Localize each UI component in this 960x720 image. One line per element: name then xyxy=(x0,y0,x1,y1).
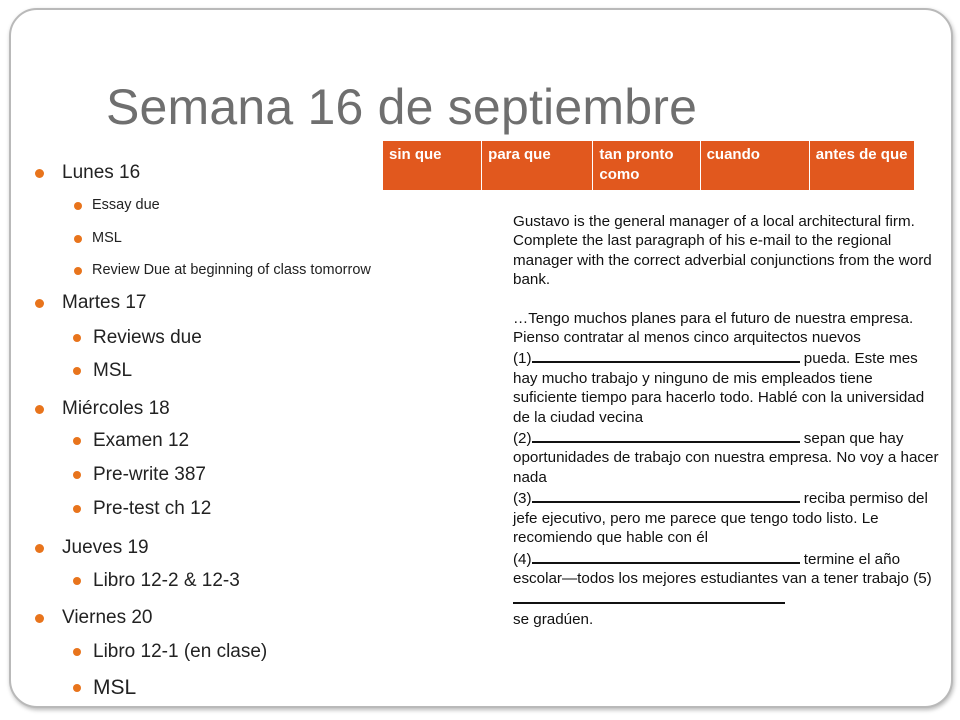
blank-2 xyxy=(532,427,800,443)
item-label: Reviews due xyxy=(93,327,202,348)
blank-label: (2) xyxy=(513,430,532,448)
day-label: Miércoles 18 xyxy=(62,398,170,419)
word-bank-cell: antes de que xyxy=(809,141,914,190)
bullet-icon xyxy=(73,437,81,445)
list-item xyxy=(93,327,202,349)
bullet-icon xyxy=(35,169,44,178)
paragraph-text: sepan que hay oportunidades de trabajo con nuestra empresa. No voy a hacer nada xyxy=(513,430,939,486)
slide-title: Semana 16 de septiembre xyxy=(106,79,698,135)
word-bank-cell: cuando xyxy=(700,141,809,190)
day-label: Lunes 16 xyxy=(62,162,141,183)
word-bank-cell: sin que xyxy=(383,141,482,190)
bullet-icon xyxy=(73,648,81,656)
intro-text: …Tengo muchos planes para el futuro de nuestra empresa. Pienso contratar al menos cinco arquitectos nuevos xyxy=(513,309,914,347)
blank-label: (1) xyxy=(513,350,532,368)
bullet-icon xyxy=(35,544,44,553)
exercise-text xyxy=(513,212,941,629)
item-label: Pre-write 387 xyxy=(93,464,206,485)
day-jueves xyxy=(62,537,149,559)
email-paragraph xyxy=(513,309,941,630)
list-item xyxy=(93,430,189,452)
item-label: Pre-test ch 12 xyxy=(93,498,212,519)
list-item xyxy=(93,570,240,592)
day-viernes xyxy=(62,607,153,629)
bullet-icon xyxy=(73,334,81,342)
bullet-icon xyxy=(35,614,44,623)
item-label: MSL xyxy=(93,676,137,699)
item-label: MSL xyxy=(93,360,133,381)
bullet-icon xyxy=(73,471,81,479)
bullet-icon xyxy=(73,577,81,585)
list-item xyxy=(93,464,206,486)
day-label: Jueves 19 xyxy=(62,537,149,558)
day-label: Viernes 20 xyxy=(62,607,153,628)
list-item xyxy=(93,498,211,520)
day-lunes xyxy=(62,162,140,184)
bullet-icon xyxy=(73,367,81,375)
blank-label: (3) xyxy=(513,490,532,508)
bullet-icon xyxy=(73,505,81,513)
list-item xyxy=(92,197,160,213)
bullet-icon xyxy=(35,405,44,414)
item-label: Libro 12-2 & 12-3 xyxy=(93,570,240,591)
blank-5 xyxy=(513,588,785,604)
day-label: Martes 17 xyxy=(62,292,147,313)
word-bank-cell: tan pronto como xyxy=(593,141,700,190)
list-item xyxy=(93,676,136,700)
item-label: Examen 12 xyxy=(93,430,190,451)
blank-label: (4) xyxy=(513,550,532,568)
bullet-icon xyxy=(74,202,82,210)
item-label: Review Due at beginning of class tomorrow xyxy=(92,262,371,278)
blank-4 xyxy=(532,548,800,564)
list-item xyxy=(93,641,267,663)
list-item xyxy=(92,262,371,278)
blank-label: (5) xyxy=(913,569,932,587)
bullet-icon xyxy=(35,299,44,308)
paragraph-text: se gradúen. xyxy=(513,610,594,628)
paragraph-text: pueda. Este mes hay mucho trabajo y ninguno de mis empleados tiene suficiente tiempo para hacerlo todo. Hablé con la universidad de la ciudad vecina xyxy=(513,350,925,426)
instructions: Gustavo is the general manager of a local architectural firm. Complete the last paragraph of his e-mail to the regional manager with the correct adverbial conjunctions from the word bank. xyxy=(513,213,932,289)
bullet-icon xyxy=(73,684,81,692)
paragraph-text: reciba permiso del jefe ejecutivo, pero me parece que tengo todo listo. Le recomiendo que hable con él xyxy=(513,490,928,547)
item-label: Essay due xyxy=(92,197,160,213)
word-bank-table xyxy=(383,141,914,190)
paragraph-text: termine el año escolar—todos los mejores estudiantes van a tener trabajo xyxy=(513,550,914,587)
day-martes xyxy=(62,292,146,314)
day-miercoles xyxy=(62,398,170,420)
bullet-icon xyxy=(74,235,82,243)
blank-1 xyxy=(532,347,800,363)
item-label: MSL xyxy=(92,230,122,246)
blank-3 xyxy=(532,487,800,503)
list-item xyxy=(93,360,132,382)
bullet-icon xyxy=(74,267,82,275)
item-label: Libro 12-1 (en clase) xyxy=(93,641,268,662)
word-bank-row xyxy=(383,141,914,190)
list-item xyxy=(92,230,122,246)
word-bank-cell: para que xyxy=(482,141,593,190)
